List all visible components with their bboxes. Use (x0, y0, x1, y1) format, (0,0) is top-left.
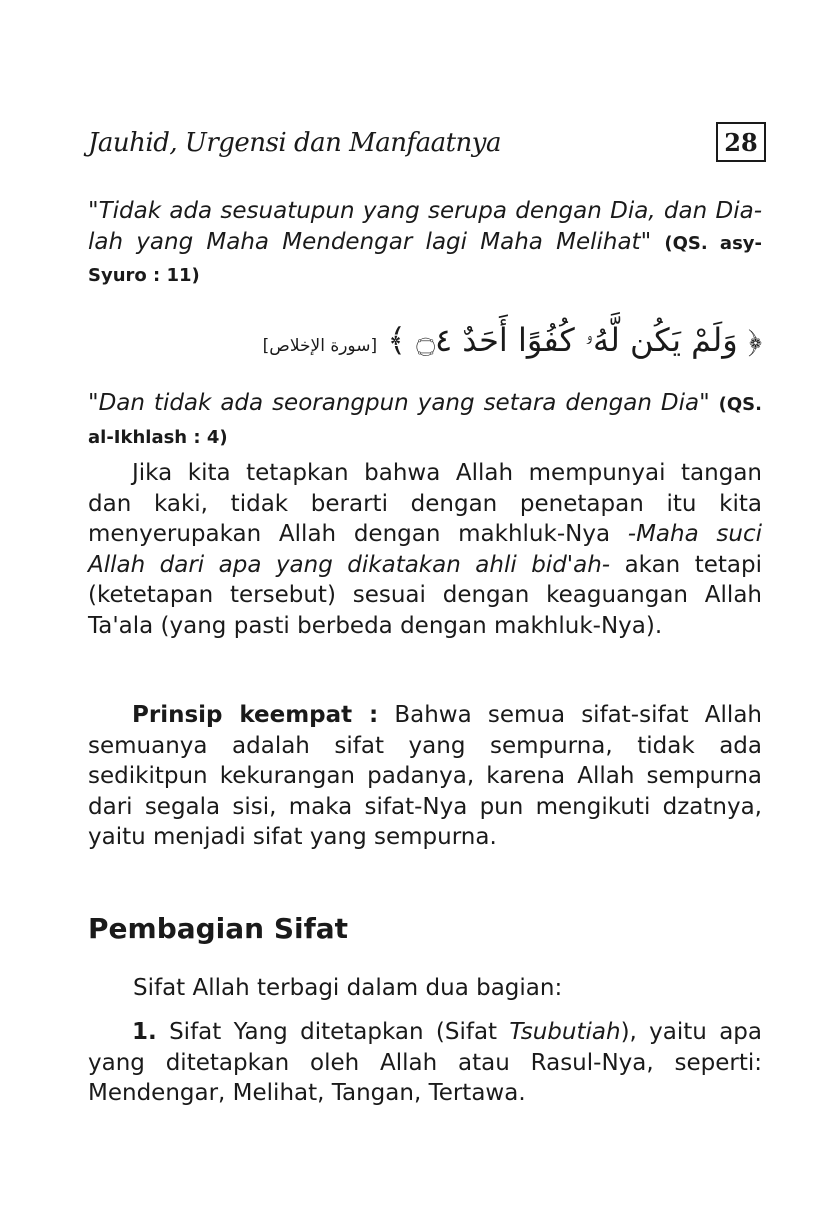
paragraph-text: Bahwa semua sifat-sifat Allah semuanya adalah sifat yang sempurna, tidak ada sedikitpun kekurangan padanya, karena Allah sempurna dari segala sisi, maka sifat-Nya pun mengikuti dzatnya, yaitu menjadi sifat yang sempurna. (88, 702, 762, 850)
paragraph-allah-tangan (88, 458, 762, 641)
page-number: 28 (716, 122, 766, 162)
paragraph-prinsip-keempat (88, 700, 762, 853)
section-intro: Sifat Allah terbagi dalam dua bagian: (133, 975, 563, 1001)
list-text: Sifat Yang ditetapkan (Sifat (156, 1019, 510, 1045)
quote-text: "Tidak ada sesuatupun yang serupa dengan Dia, dan Dia-lah yang Maha Mendengar lagi Maha Melihat" (88, 198, 762, 255)
prinsip-label: Prinsip keempat : (132, 702, 379, 728)
section-heading: Pembagian Sifat (88, 912, 349, 945)
paragraph-italic: -Maha suci Allah dari apa yang dikatakan ahli bid'ah- (88, 521, 762, 578)
verse-open-bracket: ﴿ (747, 321, 762, 359)
verse-marker: ۝٤ (416, 321, 453, 359)
quote-asy-syuro (88, 196, 762, 292)
paragraph-text: Jika kita tetapkan bahwa Allah mempunyai tangan dan kaki, tidak berarti dengan penetapan itu kita menyerupakan Allah dengan makhluk-Nya (88, 460, 762, 547)
quote-text: "Dan tidak ada seorangpun yang setara dengan Dia" (88, 390, 710, 416)
arabic-verse (88, 305, 762, 375)
list-number: 1. (132, 1019, 157, 1045)
list-italic: Tsubutiah (509, 1019, 621, 1045)
quote-al-ikhlash (88, 388, 762, 453)
quote-reference: (QS. al-Ikhlash : 4) (88, 394, 762, 448)
list-text: ), yaitu apa yang ditetapkan oleh Allah atau Rasul-Nya, seperti: Mendengar, Melihat, Tangan, Tertawa. (88, 1019, 762, 1106)
verse-text: وَلَمْ يَكُن لَّهُۥ كُفُوًا أَحَدٌ (462, 321, 738, 359)
verse-close-bracket: ﴾ (387, 321, 407, 359)
quote-reference: (QS. asy-Syuro : 11) (88, 232, 762, 286)
list-item-sifat-tsubutiah (88, 1017, 762, 1109)
surah-reference: [سورة الإخلاص] (262, 336, 378, 356)
paragraph-text: akan tetapi (ketetapan tersebut) sesuai dengan keaguangan Allah Ta'ala (yang pasti berbeda dengan makhluk-Nya). (88, 551, 762, 639)
running-title: Jauhid, Urgensi dan Manfaatnya (88, 128, 501, 158)
